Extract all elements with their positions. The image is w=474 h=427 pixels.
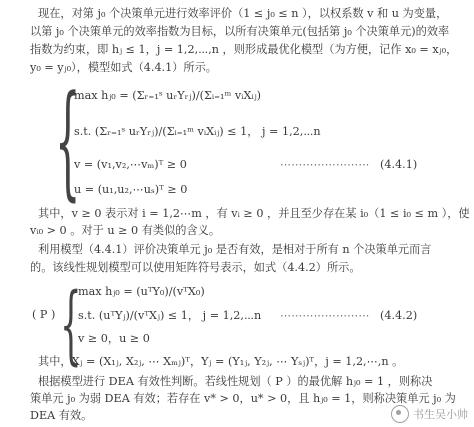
para3-line2: 的。该线性规划模型可以使用矩阵符号表示，如式（4.4.2）所示。 xyxy=(30,261,361,274)
para1-line1: 现在，对第 j₀ 个决策单元进行效率评价（1 ≤ j₀ ≤ n ），以权系数 v 和 u 为变量， xyxy=(38,7,448,20)
model2-label: ( P ) xyxy=(32,308,56,321)
model1-leader-dots: ⋯⋯⋯⋯⋯⋯⋯⋯ xyxy=(280,158,370,171)
watermark xyxy=(391,405,468,423)
watermark-text: 书生吴小帅 xyxy=(413,408,468,421)
wechat-logo-icon xyxy=(391,405,409,423)
model2-objective: max hⱼ₀ = (uᵀY₀)/(vᵀX₀) xyxy=(78,285,205,298)
model1-constraint: s.t. (Σᵣ₌₁ˢ uᵣYᵣⱼ)/(Σᵢ₌₁ᵐ vᵢXᵢⱼ) ≤ 1， j = 1,2,⋯n xyxy=(74,125,321,138)
model2-equation-number: (4.4.2) xyxy=(380,309,418,322)
model1-v-nonneg: v = (v₁,v₂,⋯vₘ)ᵀ ≥ 0 xyxy=(74,158,187,171)
para5-line2: 策单元 j₀ 为弱 DEA 有效；若存在 v* > 0，u* > 0，且 hⱼ₀ = 1，则称决策单元 j₀ 为 xyxy=(30,392,456,405)
para1-line3: 指数为约束，即 hⱼ ≤ 1，j = 1,2,⋯,n ，则形成最优化模型（为方便，记作 x₀ = xⱼ₀， xyxy=(30,43,458,56)
model1-left-brace: { xyxy=(55,72,81,215)
model2-constraint: s.t. (uᵀYⱼ)/(vᵀXⱼ) ≤ 1， j = 1,2,⋯n xyxy=(78,309,262,322)
para5-line3: DEA 有效。 xyxy=(30,409,93,422)
model2-nonneg: v ≥ 0，u ≥ 0 xyxy=(78,332,150,345)
para3-line1: 利用模型（4.4.1）评价决策单元 j₀ 是否有效，是相对于所有 n 个决策单元而言 xyxy=(38,243,432,256)
para4-line1: 其中，Xⱼ = (X₁ⱼ, X₂ⱼ, ⋯ Xₘⱼ)ᵀ，Yⱼ = (Y₁ⱼ, Y₂ⱼ, ⋯ Yₛⱼ)ᵀ，j = 1,2,⋯,n 。 xyxy=(38,355,404,368)
para2-line1: 其中，v ≥ 0 表示对 i = 1,2⋯m ，有 vᵢ ≥ 0 ，并且至少存在某 i₀（1 ≤ i₀ ≤ m ），使 xyxy=(38,207,470,220)
para2-line2: vᵢ₀ > 0 。对于 u ≥ 0 有类似的含义。 xyxy=(30,224,221,237)
para5-line1: 根据模型进行 DEA 有效性判断。若线性规划（ P ）的最优解 hⱼ₀ = 1 ，则称决 xyxy=(38,375,433,388)
para1-line2: 以第 j₀ 个决策单元的效率指数为目标，以所有决策单元(包括第 j₀ 个决策单元)的效率 xyxy=(30,25,450,38)
para1-line4: y₀ = yⱼ₀），模型如式（4.4.1）所示。 xyxy=(30,61,217,74)
model2-left-brace: { xyxy=(60,276,82,376)
model1-u-nonneg: u = (u₁,u₂,⋯uₛ)ᵀ ≥ 0 xyxy=(74,183,188,196)
model1-equation-number: (4.4.1) xyxy=(380,158,418,171)
model2-leader-dots: ⋯⋯⋯⋯⋯⋯⋯⋯ xyxy=(280,309,370,322)
model1-objective: max hⱼ₀ = (Σᵣ₌₁ˢ uᵣYᵣⱼ)/(Σᵢ₌₁ᵐ vᵢXᵢⱼ) xyxy=(74,89,262,102)
